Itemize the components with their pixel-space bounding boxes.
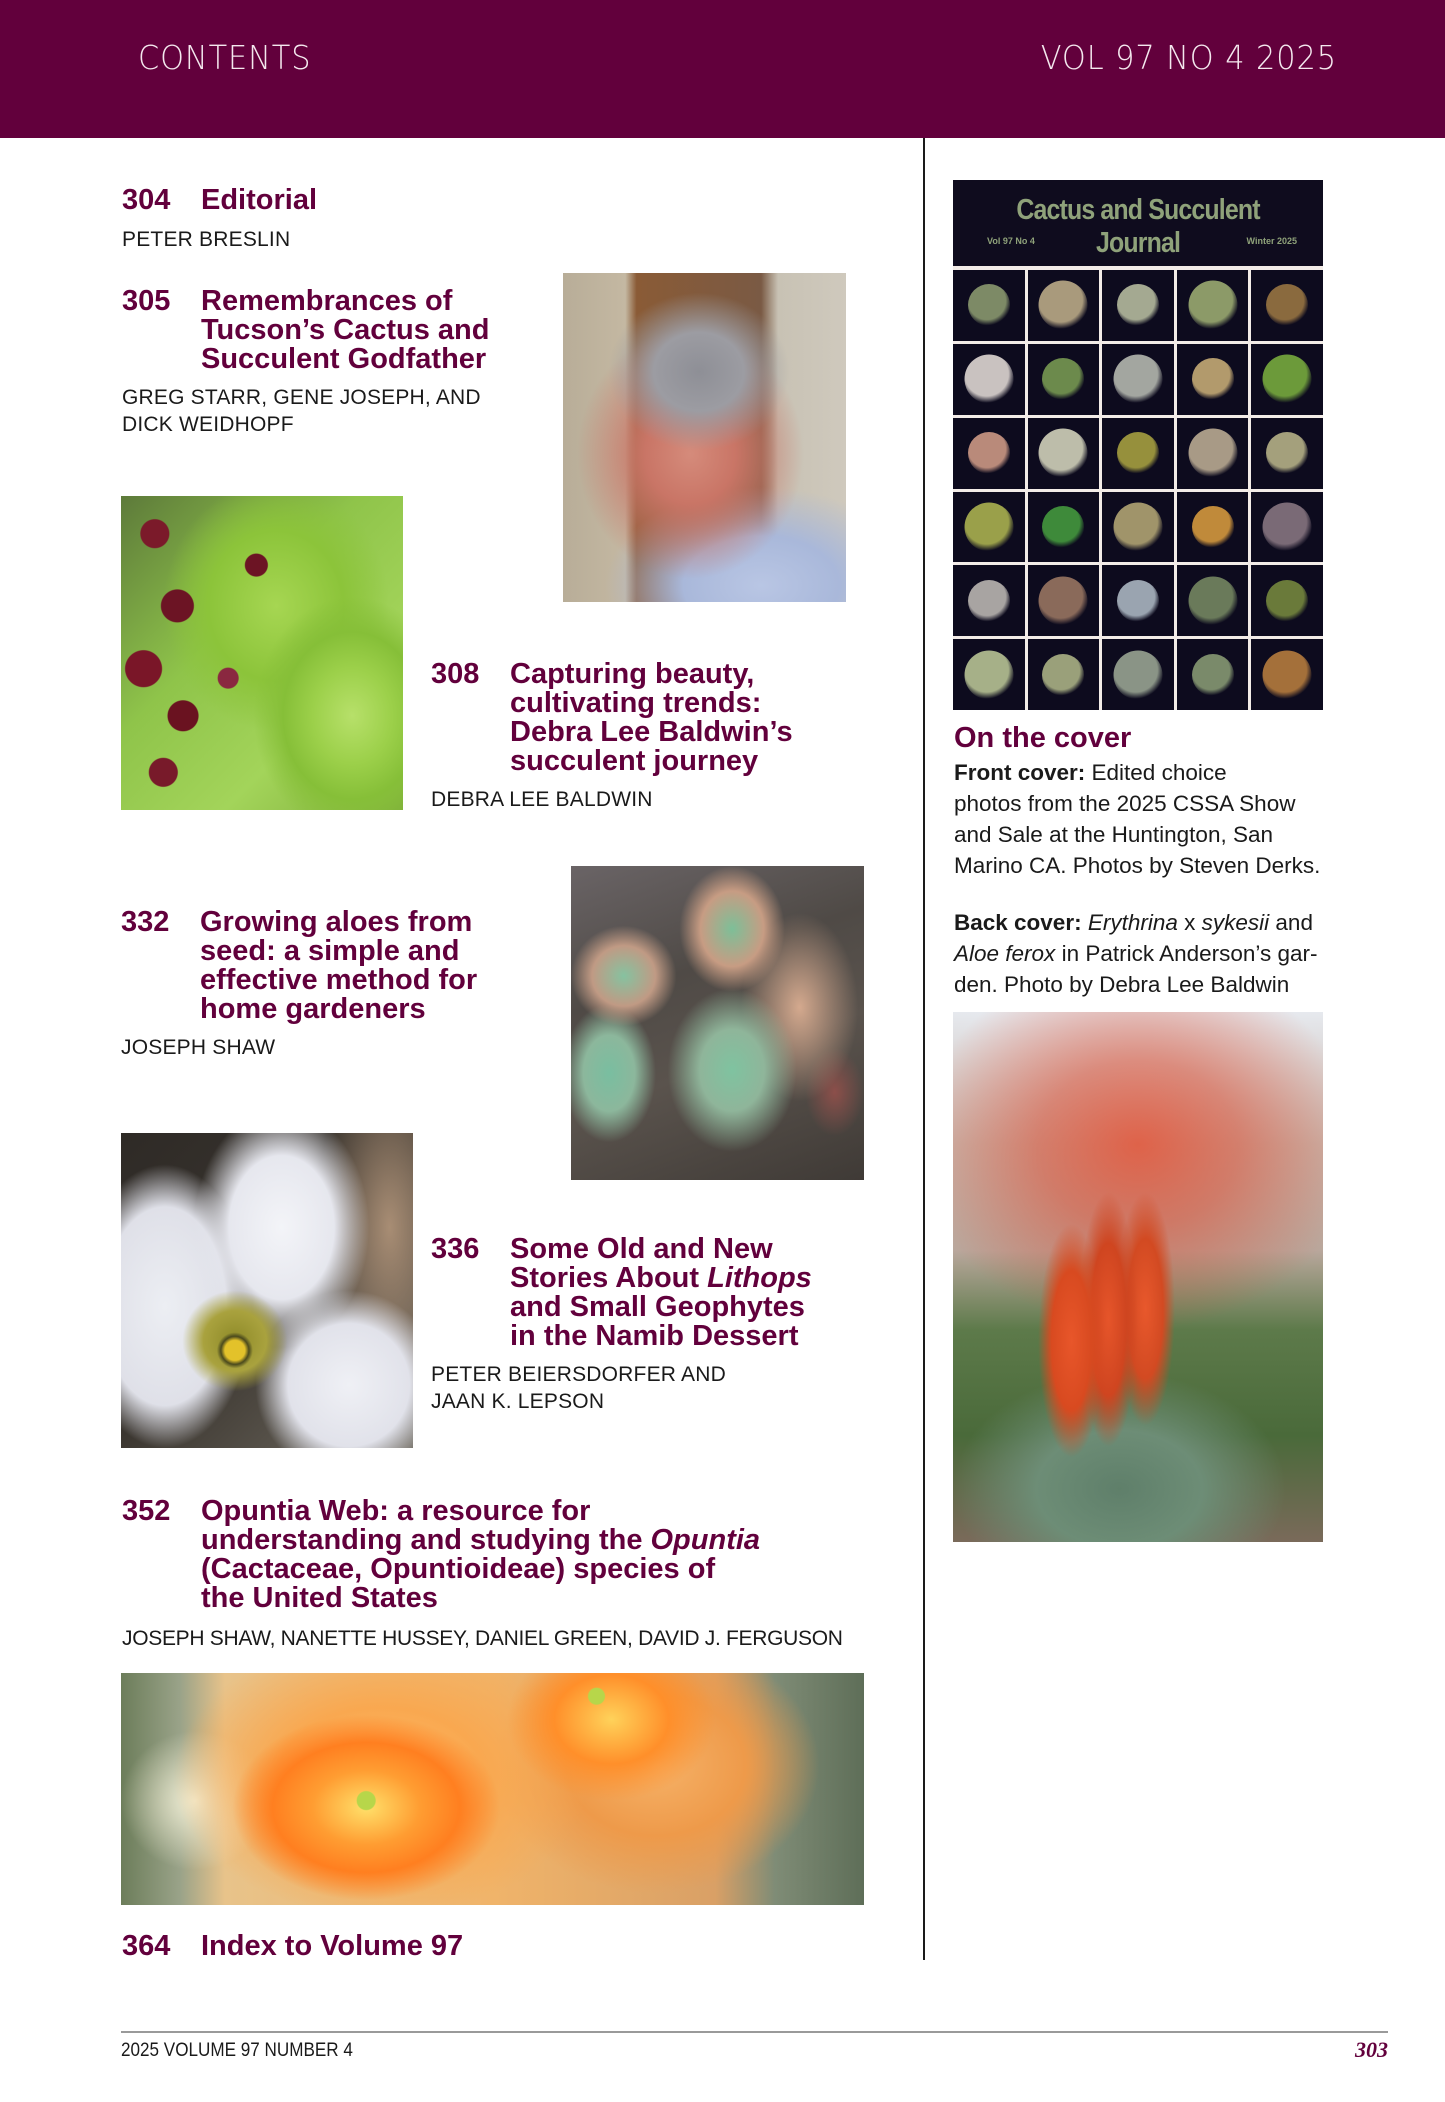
- cover-volume: Vol 97 No 4: [987, 236, 1035, 246]
- plant-icon: [1039, 429, 1088, 478]
- plant-icon: [964, 355, 1013, 404]
- cover-grid-cell: [953, 639, 1025, 710]
- plant-icon: [1113, 502, 1162, 551]
- plant-icon: [1039, 281, 1088, 330]
- article-authors: PETER BEIERSDORFER AND JAAN K. LEPSON: [431, 1363, 726, 1413]
- page-number: 308: [431, 658, 480, 690]
- plant-icon: [1263, 355, 1312, 404]
- cover-grid-cell: [953, 270, 1025, 341]
- plant-icon: [1117, 284, 1159, 326]
- plant-icon: [1042, 506, 1084, 548]
- page-number: 352: [122, 1495, 171, 1527]
- plant-icon: [1192, 506, 1234, 548]
- plant-icon: [968, 284, 1010, 326]
- cover-grid-cell: [1102, 565, 1174, 636]
- article-authors: GREG STARR, GENE JOSEPH, AND DICK WEIDHOPF: [122, 386, 481, 436]
- toc-entry-304[interactable]: [122, 186, 562, 253]
- toc-entry-352[interactable]: [122, 1497, 902, 1652]
- cover-grid-cell: [1102, 418, 1174, 489]
- plant-icon: [1266, 432, 1308, 474]
- page-number: 332: [121, 906, 170, 938]
- cover-grid-cell: [1028, 418, 1100, 489]
- journal-title: Cactus and Succulent Journal: [1016, 194, 1260, 259]
- cover-grid-cell: [1102, 492, 1174, 563]
- page-header: [0, 0, 1445, 138]
- plant-icon: [1266, 580, 1308, 622]
- cover-grid-cell: [1028, 639, 1100, 710]
- article-title[interactable]: Index to Volume 97: [201, 1930, 464, 1962]
- column-divider: [923, 138, 925, 1960]
- article-title[interactable]: Opuntia Web: a resource for understanding and studying the Opuntia (Cactaceae, Opuntioideae) species of the United States: [201, 1495, 761, 1614]
- white-flower-photo: [121, 1133, 413, 1448]
- aloe-seedlings-photo: [571, 866, 864, 1180]
- article-title[interactable]: Remembrances of Tucson’s Cactus and Succulent Godfather: [201, 285, 490, 375]
- cover-season: Winter 2025: [1246, 236, 1297, 246]
- cover-grid-cell: [1028, 344, 1100, 415]
- cover-grid-cell: [953, 344, 1025, 415]
- cover-grid-cell: [1177, 639, 1249, 710]
- cover-grid-cell: [1102, 344, 1174, 415]
- front-cover-caption: Front cover: Edited choice photos from the 2025 CSSA Show and Sale at the Huntington, San Marino CA. Photos by Steven Derks.: [954, 760, 1321, 878]
- cover-grid-cell: [1102, 639, 1174, 710]
- article-authors: JOSEPH SHAW: [121, 1036, 276, 1059]
- cover-grid-cell: [953, 418, 1025, 489]
- plant-icon: [1266, 284, 1308, 326]
- section-title: CONTENTS: [138, 38, 312, 77]
- plant-icon: [964, 502, 1013, 551]
- cover-grid-cell: [1028, 270, 1100, 341]
- article-authors: JOSEPH SHAW, NANETTE HUSSEY, DANIEL GREEN, DAVID J. FERGUSON: [122, 1627, 843, 1650]
- plant-icon: [1117, 580, 1159, 622]
- footer-rule: [121, 2031, 1388, 2033]
- page-number: 303: [1355, 2037, 1388, 2062]
- article-authors: DEBRA LEE BALDWIN: [431, 788, 653, 811]
- plant-icon: [1192, 654, 1234, 696]
- article-authors: PETER BRESLIN: [122, 228, 291, 251]
- toc-entry-336[interactable]: [431, 1235, 891, 1415]
- cover-masthead: [953, 180, 1323, 266]
- page-number: 304: [122, 184, 171, 216]
- cover-grid-cell: [1251, 344, 1323, 415]
- plant-icon: [1188, 429, 1237, 478]
- cover-grid-cell: [1251, 492, 1323, 563]
- cover-grid-cell: [1251, 639, 1323, 710]
- opuntia-flower-photo: [121, 1673, 864, 1905]
- cover-grid-cell: [1251, 418, 1323, 489]
- cover-grid-cell: [953, 492, 1025, 563]
- plant-icon: [1117, 432, 1159, 474]
- succulent-photo: [121, 496, 403, 810]
- plant-icon: [1263, 650, 1312, 699]
- toc-entry-308[interactable]: [431, 660, 871, 813]
- article-title[interactable]: Some Old and New Stories About Lithops and Small Geophytes in the Namib Dessert: [510, 1233, 812, 1352]
- plant-icon: [1113, 650, 1162, 699]
- plant-icon: [964, 650, 1013, 699]
- plant-icon: [1188, 281, 1237, 330]
- on-the-cover-heading: On the cover: [954, 722, 1132, 754]
- plant-icon: [1263, 502, 1312, 551]
- plant-icon: [1039, 576, 1088, 625]
- portrait-photo: [563, 273, 846, 602]
- plant-icon: [1192, 358, 1234, 400]
- cover-grid-cell: [1251, 565, 1323, 636]
- back-cover-photo: [953, 1012, 1323, 1542]
- back-cover-caption: Back cover: Erythrina x sykesii and Aloe ferox in Patrick Anderson’s gar- den. Photo by Debra Lee Baldwin: [954, 910, 1318, 997]
- article-title[interactable]: Growing aloes from seed: a simple and effective method for home gardeners: [200, 906, 478, 1025]
- cover-grid-cell: [953, 565, 1025, 636]
- page-number: 336: [431, 1233, 480, 1265]
- toc-entry-364[interactable]: [122, 1932, 562, 1961]
- cover-grid-cell: [1028, 565, 1100, 636]
- article-title[interactable]: Capturing beauty, cultivating trends: Debra Lee Baldwin’s succulent journey: [510, 658, 793, 777]
- footer-issue: 2025 VOLUME 97 NUMBER 4: [121, 2040, 353, 2061]
- cover-grid-cell: [1177, 270, 1249, 341]
- cover-grid-cell: [1177, 344, 1249, 415]
- cover-photo-grid: [953, 270, 1323, 710]
- article-title[interactable]: Editorial: [201, 184, 318, 216]
- cover-grid-cell: [1102, 270, 1174, 341]
- cover-grid-cell: [1028, 492, 1100, 563]
- page-number: 364: [122, 1930, 171, 1962]
- cover-grid-cell: [1251, 270, 1323, 341]
- toc-entry-332[interactable]: [121, 908, 561, 1061]
- cover-grid-cell: [1177, 418, 1249, 489]
- front-cover-thumbnail[interactable]: [953, 180, 1323, 710]
- toc-entry-305[interactable]: [122, 287, 562, 438]
- plant-icon: [968, 432, 1010, 474]
- plant-icon: [1042, 358, 1084, 400]
- plant-icon: [968, 580, 1010, 622]
- page-number: 305: [122, 285, 171, 317]
- cover-grid-cell: [1177, 492, 1249, 563]
- issue-label: VOL 97 NO 4 2025: [1040, 38, 1337, 77]
- cover-grid-cell: [1177, 565, 1249, 636]
- plant-icon: [1188, 576, 1237, 625]
- plant-icon: [1113, 355, 1162, 404]
- plant-icon: [1042, 654, 1084, 696]
